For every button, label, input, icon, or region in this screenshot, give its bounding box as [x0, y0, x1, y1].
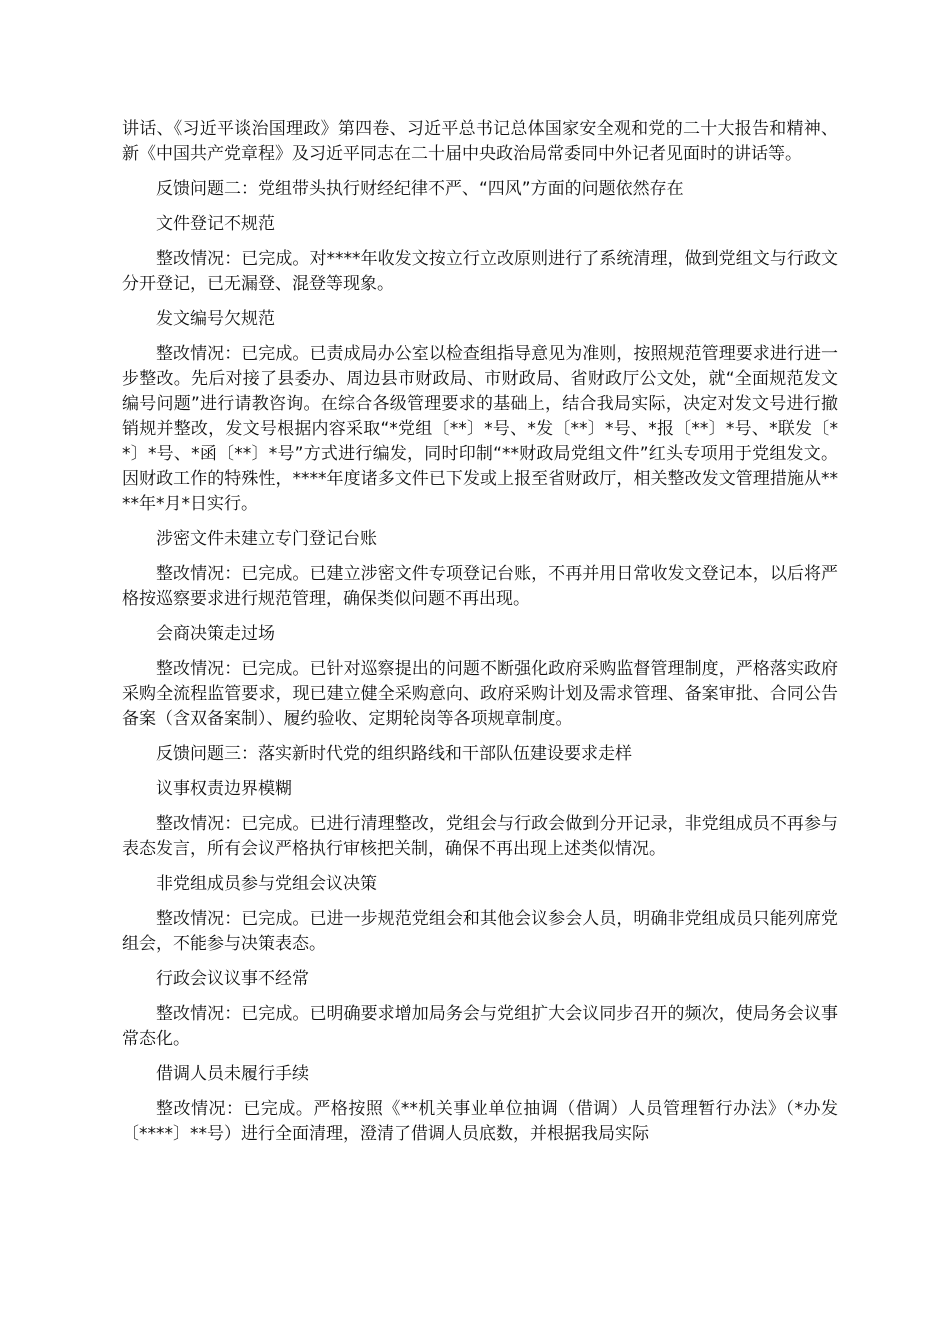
feedback-issue-heading: 反馈问题三：落实新时代党的组织路线和干部队伍建设要求走样: [156, 744, 632, 764]
feedback-issue-heading: 反馈问题二：党组带头执行财经纪律不严、“四风”方面的问题依然存在: [156, 179, 684, 199]
sub-issue-heading: 涉密文件未建立专门登记台账: [156, 529, 377, 549]
rectification-paragraph: 整改情况：已完成。严格按照《**机关事业单位抽调（借调）人员管理暂行办法》（*办发〔****〕**号）进行全面清理，澄清了借调人员底数，并根据我局实际: [122, 1099, 838, 1144]
sub-issue-heading: 行政会议议事不经常: [156, 969, 309, 989]
sub-issue-heading: 非党组成员参与党组会议决策: [156, 874, 377, 894]
sub-issue-heading: 文件登记不规范: [156, 214, 275, 234]
rectification-paragraph: 整改情况：已完成。已进行清理整改，党组会与行政会做到分开记录，非党组成员不再参与表态发言，所有会议严格执行审核把关制，确保不再出现上述类似情况。: [122, 814, 838, 859]
sub-issue-heading: 发文编号欠规范: [156, 309, 275, 329]
rectification-paragraph: 整改情况：已完成。已建立涉密文件专项登记台账，不再并用日常收发文登记本，以后将严格按巡察要求进行规范管理，确保类似问题不再出现。: [122, 564, 838, 609]
sub-issue-heading: 借调人员未履行手续: [156, 1064, 309, 1084]
rectification-paragraph: 整改情况：已完成。已针对巡察提出的问题不断强化政府采购监督管理制度，严格落实政府采购全流程监管要求，现已建立健全采购意向、政府采购计划及需求管理、备案审批、合同公告备案（含双备案制）、履约验收、定期轮岗等各项规章制度。: [122, 659, 838, 729]
rectification-paragraph: 整改情况：已完成。已责成局办公室以检查组指导意见为准则，按照规范管理要求进行进一步整改。先后对接了县委办、周边县市财政局、市财政局、省财政厅公文处，就“全面规范发文编号问题”进行请教咨询。在综合各级管理要求的基础上，结合我局实际，决定对发文号进行撤销规并整改，发文号根据内容采取“*党组〔**〕*号、*发〔**〕*号、*报〔**〕*号、*联发〔**〕*号、*函〔**〕*号”方式进行编发，同时印制“**财政局党组文件”红头专项用于党组发文。因财政工作的特殊性，****年度诸多文件已下发或上报至省财政厅，相关整改发文管理措施从****年*月*日实行。: [122, 344, 838, 514]
document-page: [122, 117, 838, 1157]
rectification-paragraph: 整改情况：已完成。已进一步规范党组会和其他会议参会人员，明确非党组成员只能列席党组会，不能参与决策表态。: [122, 909, 838, 954]
rectification-paragraph: 整改情况：已完成。已明确要求增加局务会与党组扩大会议同步召开的频次，使局务会议事常态化。: [122, 1004, 838, 1049]
sub-issue-heading: 会商决策走过场: [156, 624, 275, 644]
continued-paragraph: 讲话、《习近平谈治国理政》第四卷、习近平总书记总体国家安全观和党的二十大报告和精神、新《中国共产党章程》及习近平同志在二十届中央政治局常委同中外记者见面时的讲话等。: [122, 119, 838, 164]
rectification-paragraph: 整改情况：已完成。对****年收发文按立行立改原则进行了系统清理，做到党组文与行政文分开登记，已无漏登、混登等现象。: [122, 249, 838, 294]
sub-issue-heading: 议事权责边界模糊: [156, 779, 292, 799]
